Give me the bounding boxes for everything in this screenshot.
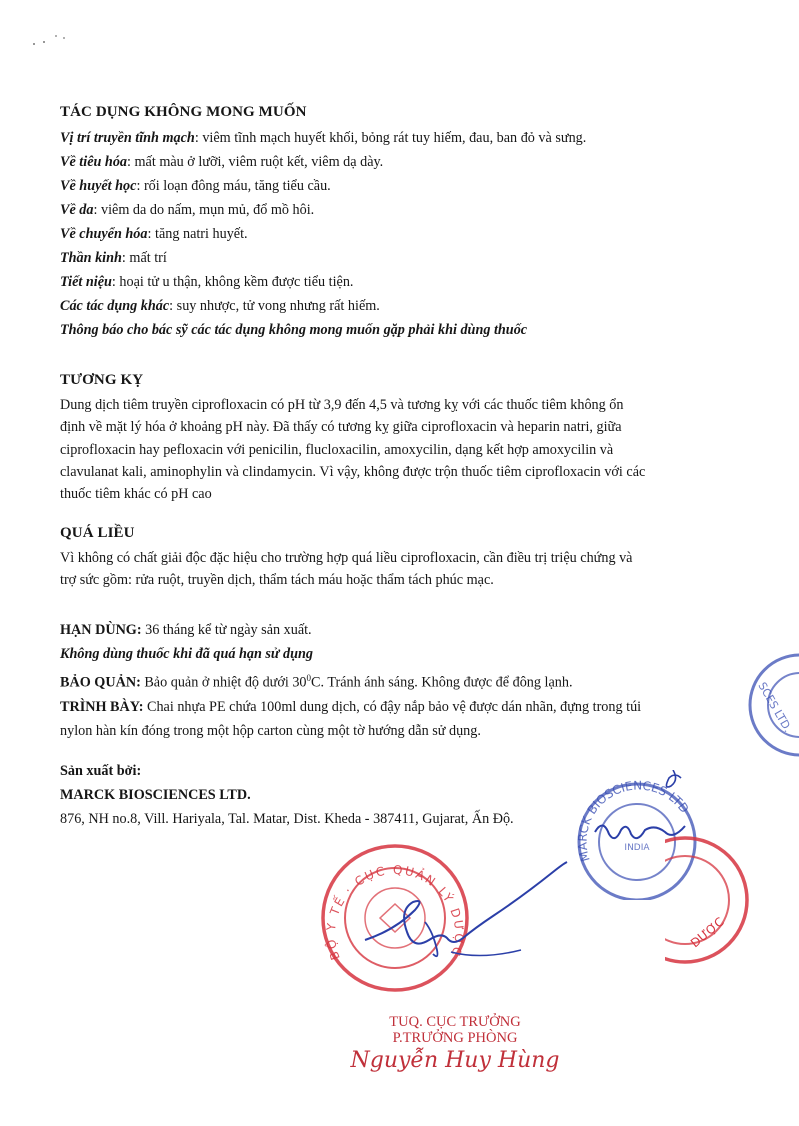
side-effect-item (60, 198, 750, 222)
signature-name: Nguyễn Huy Hùng (350, 1048, 560, 1073)
side-effect-separator: : (111, 274, 116, 290)
presentation-line-2: nylon hàn kín đóng trong một hộp carton cùng một tờ hướng dẫn sử dụng. (60, 722, 481, 739)
company-stamp-partial (738, 650, 799, 760)
side-effect-text: viêm tĩnh mạch huyết khối, bỏng rát tuy hiếm, đau, ban đỏ và sưng. (198, 130, 587, 146)
side-effect-text: viêm da do nấm, mụn mủ, đổ mồ hôi. (97, 202, 315, 218)
side-effect-text: mất trí (125, 250, 167, 266)
signature-title-2: P.TRƯỞNG PHÒNG (392, 1030, 518, 1046)
side-effect-label: Tiết niệu (60, 274, 112, 290)
side-effect-separator: : (194, 130, 199, 146)
signature-title-1: TUQ. CỤC TRƯỞNG (389, 1014, 521, 1030)
company-stamp-center-text: INDIA (624, 843, 650, 853)
overdose-section (60, 523, 750, 592)
company-stamp-text: MARCK BIOSCIENCES LTD (575, 778, 692, 864)
side-effect-text: mất màu ở lưỡi, viêm ruột kết, viêm dạ dày. (130, 154, 384, 170)
incompatibility-line: Dung dịch tiêm truyền ciprofloxacin có pH từ 3,9 đến 4,5 và tương kỵ với các thuốc tiêm không ổn (60, 397, 624, 413)
side-effect-label: Các tác dụng khác (60, 298, 170, 314)
incompatibility-line: thuốc tiêm khác có pH cao (60, 486, 212, 503)
ministry-stamp-partial (665, 830, 765, 970)
side-effect-label: Vị trí truyền tĩnh mạch (60, 130, 195, 146)
presentation-line (60, 695, 750, 719)
shelf-life-warning: Không dùng thuốc khi đã quá hạn sử dụng (60, 646, 313, 662)
side-effects-list (60, 126, 750, 318)
side-effect-separator: : (127, 154, 131, 170)
side-effect-item (60, 294, 750, 318)
overdose-line: trợ sức gồm: rửa ruột, truyền dịch, thẩm tách máu hoặc thẩm tách phúc mạc. (60, 572, 494, 589)
side-effect-separator: : (169, 298, 174, 314)
incompatibility-line: clavulanat kali, aminophylin và clindamycin. Vì vậy, không được trộn thuốc tiêm ciprofloxacin với các (60, 463, 646, 480)
overdose-line: Vì không có chất giải độc đặc hiệu cho trường hợp quá liều ciprofloxacin, cần điều trị triệu chứng và (60, 550, 633, 566)
side-effect-item (60, 222, 750, 246)
side-effect-label: Về chuyển hóa (60, 226, 148, 242)
presentation-label: TRÌNH BÀY: (60, 698, 144, 715)
side-effect-label: Về da (60, 202, 94, 218)
svg-text:DƯỢC: DƯỢC (687, 914, 727, 951)
side-effects-title: TÁC DỤNG KHÔNG MONG MUỐN (60, 104, 307, 120)
storage-label: BẢO QUẢN: (60, 674, 141, 691)
product-info-section (60, 618, 750, 743)
incompatibility-line: ciprofloxacin hay pefloxacin với penicilin, flucloxacilin, amoxycilin, dạng kết hợp amoxycilin và (60, 441, 614, 458)
storage-text-before: Bảo quản ở nhiệt độ dưới 30 (140, 674, 307, 691)
manufacturer-address: 876, NH no.8, Vill. Hariyala, Tal. Matar, Dist. Kheda - 387411, Gujarat, Ấn Độ. (60, 811, 514, 827)
side-effect-item (60, 150, 750, 174)
side-effect-text: rối loạn đông máu, tăng tiểu cầu. (140, 178, 331, 194)
side-effect-text: tăng natri huyết. (151, 226, 248, 242)
ministry-stamp-text: BỘ Y TẾ · CỤC QUẢN LÝ DƯỢC (323, 862, 467, 962)
incompatibility-title: TƯƠNG KỴ (60, 372, 144, 388)
manufacturer-label: Sản xuất bởi: (60, 763, 142, 779)
side-effect-item (60, 270, 750, 294)
side-effect-separator: : (93, 202, 98, 218)
side-effect-item (60, 174, 750, 198)
manufacturer-name: MARCK BIOSCIENCES LTD. (60, 787, 251, 803)
side-effect-separator: : (136, 178, 141, 194)
side-effect-label: Về huyết học (60, 178, 137, 194)
signature-stroke (355, 860, 575, 970)
presentation-text: Chai nhựa PE chứa 100ml dung dịch, có đậy nắp bảo vệ được dán nhãn, đựng trong túi (143, 698, 642, 715)
side-effect-item (60, 246, 750, 270)
incompatibility-line: định về mặt lý hóa ở khoảng pH này. Đã thấy có tương kỵ giữa ciprofloxacin và heparin natri, giữa (60, 419, 622, 436)
storage-degree: 0 (306, 673, 312, 683)
shelf-life-label: HẠN DÙNG: (60, 622, 142, 638)
side-effect-text: hoại tử u thận, không kềm được tiểu tiện. (115, 274, 354, 290)
scan-speck-marks (30, 30, 70, 50)
storage-line (60, 666, 750, 695)
shelf-life-line (60, 618, 750, 642)
overdose-title: QUÁ LIỀU (60, 525, 135, 541)
signature-block (340, 1014, 570, 1076)
side-effect-label: Thần kinh (60, 250, 122, 266)
storage-text-after: C. Tránh ánh sáng. Không được để đông lạnh. (311, 674, 573, 691)
side-effects-notice: Thông báo cho bác sỹ các tác dụng không mong muốn gặp phải khi dùng thuốc (60, 322, 528, 338)
side-effect-item (60, 126, 750, 150)
shelf-life-text: 36 tháng kể từ ngày sản xuất. (141, 622, 312, 638)
side-effect-text: suy nhược, tử vong nhưng rất hiếm. (173, 298, 380, 314)
side-effects-section (60, 102, 750, 342)
side-effect-separator: : (121, 250, 126, 266)
side-effect-label: Về tiêu hóa (60, 154, 128, 170)
svg-text:SCES LTD.: SCES LTD. (755, 680, 795, 735)
side-effect-separator: : (147, 226, 152, 242)
incompatibility-section (60, 370, 750, 505)
